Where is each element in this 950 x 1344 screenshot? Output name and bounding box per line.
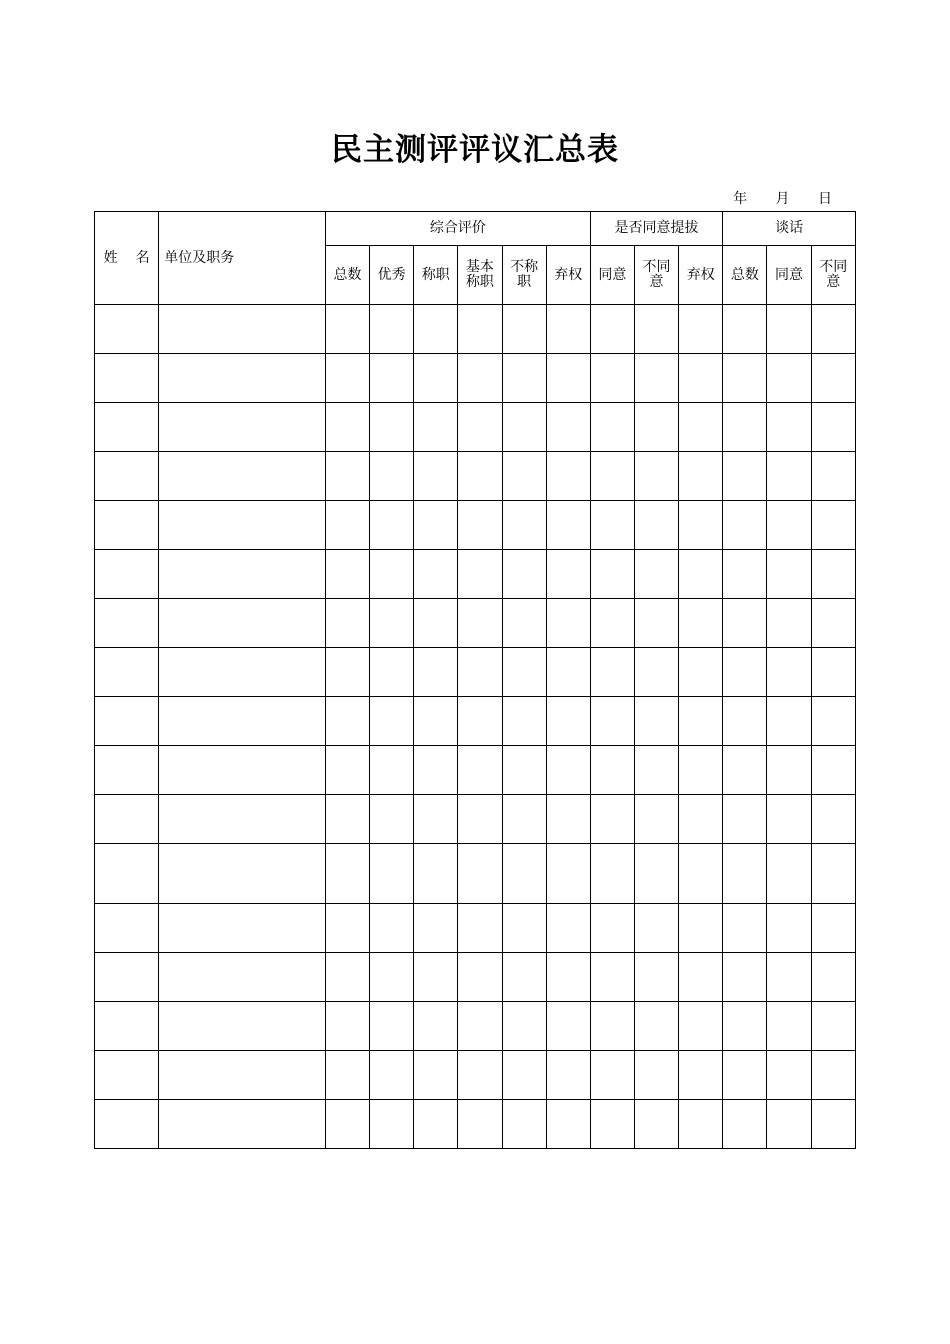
value-cell[interactable] bbox=[325, 844, 369, 904]
value-cell[interactable] bbox=[546, 904, 590, 953]
value-cell[interactable] bbox=[414, 795, 458, 844]
promotion-column-header bbox=[679, 246, 723, 305]
value-cell[interactable] bbox=[414, 697, 458, 746]
talk-column-header bbox=[767, 246, 811, 305]
value-cell[interactable] bbox=[546, 305, 590, 354]
value-cell[interactable] bbox=[458, 1002, 502, 1051]
evaluation-column-header bbox=[325, 246, 369, 305]
unit-position-cell[interactable] bbox=[159, 550, 326, 599]
value-cell[interactable] bbox=[811, 305, 855, 354]
table-row bbox=[95, 648, 856, 697]
evaluation-column-label: 弃权 bbox=[554, 266, 583, 283]
value-cell[interactable] bbox=[723, 1051, 767, 1100]
value-cell[interactable] bbox=[370, 648, 414, 697]
evaluation-column-label: 职 bbox=[517, 274, 532, 290]
value-cell[interactable] bbox=[370, 354, 414, 403]
value-cell[interactable] bbox=[679, 1100, 723, 1149]
table-row bbox=[95, 550, 856, 599]
value-cell[interactable] bbox=[458, 354, 502, 403]
value-cell[interactable] bbox=[414, 354, 458, 403]
value-cell[interactable] bbox=[414, 1051, 458, 1100]
value-cell[interactable] bbox=[679, 403, 723, 452]
value-cell[interactable] bbox=[590, 354, 634, 403]
value-cell[interactable] bbox=[679, 746, 723, 795]
value-cell[interactable] bbox=[679, 1002, 723, 1051]
value-cell[interactable] bbox=[370, 403, 414, 452]
value-cell[interactable] bbox=[811, 844, 855, 904]
evaluation-column-header bbox=[546, 246, 590, 305]
value-cell[interactable] bbox=[502, 403, 546, 452]
date-day: 日 bbox=[818, 191, 832, 207]
value-cell[interactable] bbox=[325, 795, 369, 844]
value-cell[interactable] bbox=[590, 795, 634, 844]
name-cell[interactable] bbox=[95, 501, 159, 550]
value-cell[interactable] bbox=[634, 305, 678, 354]
header-name-char-2: 名 bbox=[135, 249, 150, 266]
table-row bbox=[95, 746, 856, 795]
unit-position-cell[interactable] bbox=[159, 904, 326, 953]
value-cell[interactable] bbox=[723, 648, 767, 697]
value-cell[interactable] bbox=[811, 354, 855, 403]
value-cell[interactable] bbox=[458, 599, 502, 648]
value-cell[interactable] bbox=[723, 1100, 767, 1149]
value-cell[interactable] bbox=[767, 746, 811, 795]
value-cell[interactable] bbox=[811, 953, 855, 1002]
value-cell[interactable] bbox=[811, 599, 855, 648]
value-cell[interactable] bbox=[546, 501, 590, 550]
value-cell[interactable] bbox=[414, 1002, 458, 1051]
value-cell[interactable] bbox=[502, 1100, 546, 1149]
table-row bbox=[95, 599, 856, 648]
table-row bbox=[95, 403, 856, 452]
value-cell[interactable] bbox=[502, 452, 546, 501]
unit-position-cell[interactable] bbox=[159, 501, 326, 550]
header-unit-position: 单位及职务 bbox=[159, 212, 326, 305]
value-cell[interactable] bbox=[723, 904, 767, 953]
value-cell[interactable] bbox=[767, 403, 811, 452]
value-cell[interactable] bbox=[723, 305, 767, 354]
value-cell[interactable] bbox=[723, 697, 767, 746]
name-cell[interactable] bbox=[95, 904, 159, 953]
value-cell[interactable] bbox=[679, 305, 723, 354]
value-cell[interactable] bbox=[590, 648, 634, 697]
talk-column-label: 总数 bbox=[730, 266, 759, 283]
unit-position-cell[interactable] bbox=[159, 648, 326, 697]
value-cell[interactable] bbox=[679, 904, 723, 953]
value-cell[interactable] bbox=[590, 1100, 634, 1149]
evaluation-column-label: 称职 bbox=[421, 266, 450, 283]
value-cell[interactable] bbox=[325, 1002, 369, 1051]
value-cell[interactable] bbox=[723, 550, 767, 599]
value-cell[interactable] bbox=[767, 452, 811, 501]
value-cell[interactable] bbox=[634, 501, 678, 550]
name-cell[interactable] bbox=[95, 648, 159, 697]
value-cell[interactable] bbox=[811, 1051, 855, 1100]
value-cell[interactable] bbox=[634, 1002, 678, 1051]
value-cell[interactable] bbox=[767, 305, 811, 354]
value-cell[interactable] bbox=[723, 354, 767, 403]
value-cell[interactable] bbox=[634, 1051, 678, 1100]
header-group-promotion: 是否同意提拔 bbox=[590, 212, 722, 246]
value-cell[interactable] bbox=[458, 697, 502, 746]
header-name bbox=[95, 212, 159, 305]
value-cell[interactable] bbox=[325, 452, 369, 501]
value-cell[interactable] bbox=[811, 550, 855, 599]
value-cell[interactable] bbox=[811, 795, 855, 844]
value-cell[interactable] bbox=[590, 746, 634, 795]
value-cell[interactable] bbox=[414, 403, 458, 452]
value-cell[interactable] bbox=[414, 648, 458, 697]
date-year: 年 bbox=[733, 191, 748, 207]
value-cell[interactable] bbox=[723, 746, 767, 795]
value-cell[interactable] bbox=[590, 697, 634, 746]
value-cell[interactable] bbox=[546, 1100, 590, 1149]
value-cell[interactable] bbox=[458, 904, 502, 953]
value-cell[interactable] bbox=[723, 1002, 767, 1051]
evaluation-column-label: 总数 bbox=[333, 266, 362, 283]
value-cell[interactable] bbox=[370, 904, 414, 953]
value-cell[interactable] bbox=[767, 599, 811, 648]
value-cell[interactable] bbox=[325, 354, 369, 403]
value-cell[interactable] bbox=[325, 697, 369, 746]
value-cell[interactable] bbox=[723, 953, 767, 1002]
value-cell[interactable] bbox=[502, 599, 546, 648]
value-cell[interactable] bbox=[502, 1002, 546, 1051]
value-cell[interactable] bbox=[590, 305, 634, 354]
value-cell[interactable] bbox=[546, 1051, 590, 1100]
value-cell[interactable] bbox=[723, 501, 767, 550]
value-cell[interactable] bbox=[325, 648, 369, 697]
value-cell[interactable] bbox=[546, 953, 590, 1002]
value-cell[interactable] bbox=[634, 354, 678, 403]
value-cell[interactable] bbox=[634, 844, 678, 904]
value-cell[interactable] bbox=[634, 599, 678, 648]
value-cell[interactable] bbox=[767, 953, 811, 1002]
name-cell[interactable] bbox=[95, 305, 159, 354]
value-cell[interactable] bbox=[679, 501, 723, 550]
name-cell[interactable] bbox=[95, 1051, 159, 1100]
promotion-column-label: 意 bbox=[649, 274, 664, 290]
talk-column-label: 不同 bbox=[819, 259, 848, 275]
value-cell[interactable] bbox=[414, 953, 458, 1002]
value-cell[interactable] bbox=[414, 550, 458, 599]
value-cell[interactable] bbox=[767, 1051, 811, 1100]
value-cell[interactable] bbox=[502, 501, 546, 550]
value-cell[interactable] bbox=[458, 1100, 502, 1149]
value-cell[interactable] bbox=[370, 452, 414, 501]
talk-column-header bbox=[811, 246, 855, 305]
value-cell[interactable] bbox=[679, 1051, 723, 1100]
unit-position-cell[interactable] bbox=[159, 795, 326, 844]
value-cell[interactable] bbox=[679, 550, 723, 599]
value-cell[interactable] bbox=[723, 599, 767, 648]
value-cell[interactable] bbox=[634, 550, 678, 599]
unit-position-cell[interactable] bbox=[159, 1051, 326, 1100]
evaluation-column-label: 基本 bbox=[465, 259, 494, 275]
value-cell[interactable] bbox=[458, 746, 502, 795]
value-cell[interactable] bbox=[370, 697, 414, 746]
value-cell[interactable] bbox=[811, 1100, 855, 1149]
value-cell[interactable] bbox=[679, 844, 723, 904]
value-cell[interactable] bbox=[325, 1051, 369, 1100]
value-cell[interactable] bbox=[502, 354, 546, 403]
value-cell[interactable] bbox=[325, 746, 369, 795]
value-cell[interactable] bbox=[767, 795, 811, 844]
value-cell[interactable] bbox=[414, 305, 458, 354]
value-cell[interactable] bbox=[502, 844, 546, 904]
evaluation-column-header bbox=[458, 246, 502, 305]
value-cell[interactable] bbox=[502, 648, 546, 697]
table-row bbox=[95, 844, 856, 904]
value-cell[interactable] bbox=[370, 599, 414, 648]
value-cell[interactable] bbox=[767, 354, 811, 403]
value-cell[interactable] bbox=[370, 1100, 414, 1149]
value-cell[interactable] bbox=[325, 1100, 369, 1149]
value-cell[interactable] bbox=[370, 501, 414, 550]
value-cell[interactable] bbox=[370, 953, 414, 1002]
evaluation-column-label: 称职 bbox=[465, 274, 494, 290]
value-cell[interactable] bbox=[679, 354, 723, 403]
value-cell[interactable] bbox=[811, 746, 855, 795]
unit-position-cell[interactable] bbox=[159, 599, 326, 648]
value-cell[interactable] bbox=[325, 904, 369, 953]
value-cell[interactable] bbox=[634, 1100, 678, 1149]
table-row bbox=[95, 904, 856, 953]
value-cell[interactable] bbox=[590, 1051, 634, 1100]
value-cell[interactable] bbox=[502, 697, 546, 746]
value-cell[interactable] bbox=[546, 1002, 590, 1051]
value-cell[interactable] bbox=[767, 1100, 811, 1149]
value-cell[interactable] bbox=[634, 795, 678, 844]
unit-position-cell[interactable] bbox=[159, 1002, 326, 1051]
unit-position-cell[interactable] bbox=[159, 1100, 326, 1149]
value-cell[interactable] bbox=[414, 501, 458, 550]
value-cell[interactable] bbox=[370, 550, 414, 599]
name-cell[interactable] bbox=[95, 697, 159, 746]
evaluation-column-header bbox=[502, 246, 546, 305]
value-cell[interactable] bbox=[370, 1002, 414, 1051]
table-row bbox=[95, 1002, 856, 1051]
value-cell[interactable] bbox=[502, 904, 546, 953]
name-cell[interactable] bbox=[95, 746, 159, 795]
table-row bbox=[95, 354, 856, 403]
value-cell[interactable] bbox=[414, 746, 458, 795]
value-cell[interactable] bbox=[767, 1002, 811, 1051]
page-title: 民主测评评议汇总表 bbox=[331, 132, 619, 168]
unit-position-cell[interactable] bbox=[159, 452, 326, 501]
name-cell[interactable] bbox=[95, 354, 159, 403]
value-cell[interactable] bbox=[546, 697, 590, 746]
value-cell[interactable] bbox=[502, 795, 546, 844]
value-cell[interactable] bbox=[634, 746, 678, 795]
unit-position-cell[interactable] bbox=[159, 697, 326, 746]
value-cell[interactable] bbox=[590, 403, 634, 452]
value-cell[interactable] bbox=[414, 452, 458, 501]
value-cell[interactable] bbox=[546, 648, 590, 697]
value-cell[interactable] bbox=[590, 550, 634, 599]
value-cell[interactable] bbox=[325, 953, 369, 1002]
evaluation-column-header bbox=[370, 246, 414, 305]
value-cell[interactable] bbox=[458, 795, 502, 844]
name-cell[interactable] bbox=[95, 1100, 159, 1149]
value-cell[interactable] bbox=[767, 904, 811, 953]
value-cell[interactable] bbox=[811, 403, 855, 452]
value-cell[interactable] bbox=[370, 746, 414, 795]
value-cell[interactable] bbox=[414, 1100, 458, 1149]
value-cell[interactable] bbox=[723, 403, 767, 452]
table-row bbox=[95, 795, 856, 844]
value-cell[interactable] bbox=[590, 452, 634, 501]
value-cell[interactable] bbox=[634, 648, 678, 697]
header-name-char-1: 姓 bbox=[103, 249, 118, 266]
value-cell[interactable] bbox=[590, 844, 634, 904]
value-cell[interactable] bbox=[458, 953, 502, 1002]
value-cell[interactable] bbox=[370, 795, 414, 844]
unit-position-cell[interactable] bbox=[159, 953, 326, 1002]
unit-position-cell[interactable] bbox=[159, 354, 326, 403]
table-row bbox=[95, 697, 856, 746]
value-cell[interactable] bbox=[546, 452, 590, 501]
value-cell[interactable] bbox=[634, 697, 678, 746]
name-cell[interactable] bbox=[95, 599, 159, 648]
name-cell[interactable] bbox=[95, 403, 159, 452]
table-row bbox=[95, 1100, 856, 1149]
value-cell[interactable] bbox=[723, 795, 767, 844]
table-row bbox=[95, 1051, 856, 1100]
value-cell[interactable] bbox=[414, 844, 458, 904]
value-cell[interactable] bbox=[679, 648, 723, 697]
promotion-column-header bbox=[634, 246, 678, 305]
value-cell[interactable] bbox=[811, 501, 855, 550]
value-cell[interactable] bbox=[767, 550, 811, 599]
date-month: 月 bbox=[775, 191, 790, 207]
value-cell[interactable] bbox=[546, 403, 590, 452]
name-cell[interactable] bbox=[95, 844, 159, 904]
value-cell[interactable] bbox=[502, 953, 546, 1002]
value-cell[interactable] bbox=[325, 550, 369, 599]
value-cell[interactable] bbox=[590, 904, 634, 953]
value-cell[interactable] bbox=[723, 452, 767, 501]
name-cell[interactable] bbox=[95, 953, 159, 1002]
promotion-column-label: 不同 bbox=[642, 259, 671, 275]
value-cell[interactable] bbox=[546, 746, 590, 795]
value-cell[interactable] bbox=[546, 844, 590, 904]
value-cell[interactable] bbox=[811, 648, 855, 697]
value-cell[interactable] bbox=[370, 844, 414, 904]
table-row bbox=[95, 953, 856, 1002]
value-cell[interactable] bbox=[590, 599, 634, 648]
value-cell[interactable] bbox=[546, 354, 590, 403]
name-cell[interactable] bbox=[95, 550, 159, 599]
value-cell[interactable] bbox=[458, 452, 502, 501]
value-cell[interactable] bbox=[325, 305, 369, 354]
value-cell[interactable] bbox=[767, 697, 811, 746]
value-cell[interactable] bbox=[414, 599, 458, 648]
value-cell[interactable] bbox=[502, 1051, 546, 1100]
promotion-column-label: 同意 bbox=[598, 266, 627, 283]
value-cell[interactable] bbox=[590, 1002, 634, 1051]
value-cell[interactable] bbox=[634, 452, 678, 501]
value-cell[interactable] bbox=[458, 305, 502, 354]
value-cell[interactable] bbox=[634, 403, 678, 452]
value-cell[interactable] bbox=[811, 1002, 855, 1051]
value-cell[interactable] bbox=[679, 599, 723, 648]
table-row bbox=[95, 501, 856, 550]
unit-position-cell[interactable] bbox=[159, 403, 326, 452]
value-cell[interactable] bbox=[590, 953, 634, 1002]
value-cell[interactable] bbox=[811, 904, 855, 953]
name-cell[interactable] bbox=[95, 452, 159, 501]
value-cell[interactable] bbox=[458, 648, 502, 697]
value-cell[interactable] bbox=[458, 403, 502, 452]
value-cell[interactable] bbox=[679, 697, 723, 746]
promotion-column-header bbox=[590, 246, 634, 305]
value-cell[interactable] bbox=[325, 403, 369, 452]
name-cell[interactable] bbox=[95, 1002, 159, 1051]
date-line bbox=[709, 188, 832, 208]
value-cell[interactable] bbox=[458, 1051, 502, 1100]
header-group-evaluation: 综合评价 bbox=[325, 212, 590, 246]
value-cell[interactable] bbox=[679, 795, 723, 844]
value-cell[interactable] bbox=[767, 648, 811, 697]
table-row bbox=[95, 305, 856, 354]
evaluation-column-header bbox=[414, 246, 458, 305]
summary-table bbox=[94, 211, 856, 1149]
value-cell[interactable] bbox=[370, 305, 414, 354]
value-cell[interactable] bbox=[634, 904, 678, 953]
talk-column-header bbox=[723, 246, 767, 305]
name-cell[interactable] bbox=[95, 795, 159, 844]
value-cell[interactable] bbox=[502, 305, 546, 354]
value-cell[interactable] bbox=[679, 953, 723, 1002]
value-cell[interactable] bbox=[502, 550, 546, 599]
value-cell[interactable] bbox=[767, 501, 811, 550]
value-cell[interactable] bbox=[458, 501, 502, 550]
value-cell[interactable] bbox=[546, 550, 590, 599]
talk-column-label: 意 bbox=[826, 274, 841, 290]
evaluation-column-label: 优秀 bbox=[377, 266, 406, 283]
value-cell[interactable] bbox=[502, 746, 546, 795]
value-cell[interactable] bbox=[325, 501, 369, 550]
value-cell[interactable] bbox=[679, 452, 723, 501]
unit-position-cell[interactable] bbox=[159, 746, 326, 795]
value-cell[interactable] bbox=[590, 501, 634, 550]
header-group-talk: 谈话 bbox=[723, 212, 856, 246]
header-row-groups bbox=[95, 212, 856, 246]
value-cell[interactable] bbox=[767, 844, 811, 904]
value-cell[interactable] bbox=[723, 844, 767, 904]
table-row bbox=[95, 452, 856, 501]
value-cell[interactable] bbox=[370, 1051, 414, 1100]
value-cell[interactable] bbox=[546, 795, 590, 844]
unit-position-cell[interactable] bbox=[159, 305, 326, 354]
value-cell[interactable] bbox=[458, 844, 502, 904]
value-cell[interactable] bbox=[811, 697, 855, 746]
evaluation-column-label: 不称 bbox=[510, 259, 539, 275]
value-cell[interactable] bbox=[634, 953, 678, 1002]
unit-position-cell[interactable] bbox=[159, 844, 326, 904]
value-cell[interactable] bbox=[414, 904, 458, 953]
value-cell[interactable] bbox=[458, 550, 502, 599]
talk-column-label: 同意 bbox=[775, 266, 804, 283]
promotion-column-label: 弃权 bbox=[686, 266, 715, 283]
value-cell[interactable] bbox=[325, 599, 369, 648]
value-cell[interactable] bbox=[811, 452, 855, 501]
value-cell[interactable] bbox=[546, 599, 590, 648]
